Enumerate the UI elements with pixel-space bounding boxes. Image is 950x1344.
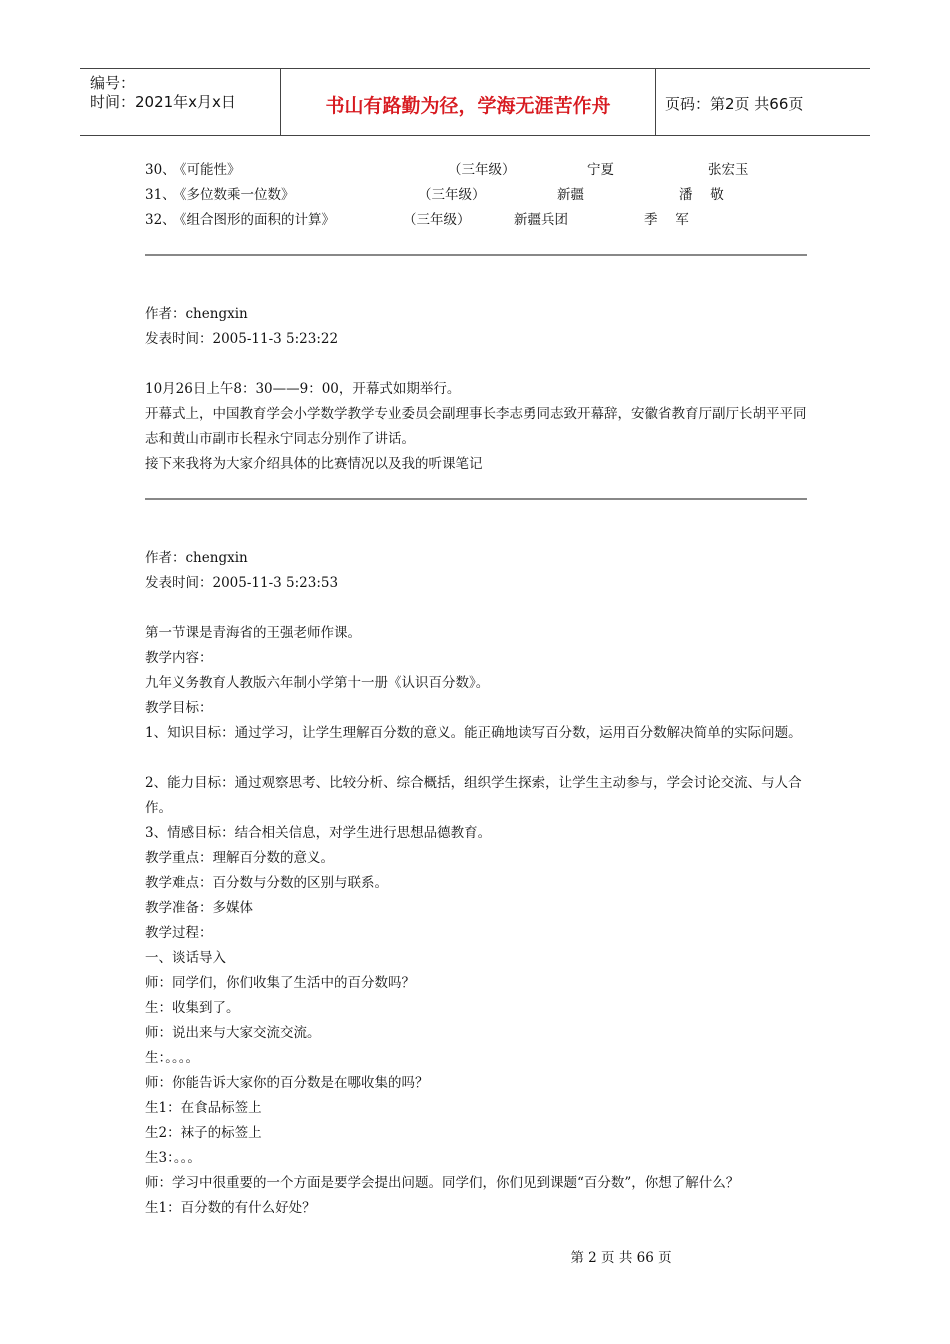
post-paragraph: 生2：袜子的标签上 <box>145 1125 262 1141</box>
post-paragraph: 生3：。。。 <box>145 1150 201 1166</box>
post-paragraph: 接下来我将为大家介绍具体的比赛情况以及我的听课笔记 <box>145 456 483 472</box>
lesson-grade: （三年级） <box>403 212 471 228</box>
post-paragraph: 师：说出来与大家交流交流。 <box>145 1025 321 1041</box>
lesson-number: 30、 <box>145 162 176 178</box>
header-left-cell <box>80 69 280 135</box>
post-paragraph: 教学准备：多媒体 <box>145 900 253 916</box>
lesson-row <box>145 210 810 230</box>
post-paragraph: 第一节课是青海省的王强老师作课。 <box>145 625 361 641</box>
section-divider <box>145 498 807 500</box>
lesson-number: 32、 <box>145 212 176 228</box>
post-paragraph: 教学难点：百分数与分数的区别与联系。 <box>145 875 388 891</box>
post-paragraph: 师：同学们，你们收集了生活中的百分数吗？ <box>145 975 415 991</box>
post-paragraph: 教学内容： <box>145 650 213 666</box>
post-paragraph: 师：你能告诉大家你的百分数是在哪收集的吗？ <box>145 1075 429 1091</box>
post-time: 发表时间：2005-11-3 5:23:53 <box>145 575 339 591</box>
lesson-region: 新疆兵团 <box>514 212 568 228</box>
post-paragraph: 生：。。。。 <box>145 1050 199 1066</box>
post-paragraph: 生：收集到了。 <box>145 1000 240 1016</box>
header-motto: 书山有路勤为径，学海无涯苦作舟 <box>325 95 611 117</box>
post-author: 作者：chengxin <box>145 550 248 566</box>
header-page-code: 页码：第2页 共66页 <box>665 95 804 113</box>
post-paragraph: 教学目标： <box>145 700 213 716</box>
post-paragraph: 开幕式上，中国教育学会小学数学教学专业委员会副理事长李志勇同志致开幕辞，安徽省教育厅副厅长胡平平同志和黄山市副市长程永宁同志分别作了讲话。 <box>145 406 807 447</box>
post-paragraph: 九年义务教育人教版六年制小学第十一册《认识百分数》。 <box>145 675 490 691</box>
header-motto-cell <box>280 69 656 135</box>
lesson-teacher: 季 军 <box>644 212 689 228</box>
post-paragraph: 教学重点：理解百分数的意义。 <box>145 850 334 866</box>
lesson-grade: （三年级） <box>418 187 486 203</box>
document-date-label: 时间：2021年x月x日 <box>90 93 236 111</box>
page-header <box>80 68 870 136</box>
post-paragraph: 2、能力目标：通过观察思考、比较分析、综合概括，组织学生探索，让学生主动参与，学会讨论交流、与人合作。 <box>145 775 802 816</box>
post-time: 发表时间：2005-11-3 5:23:22 <box>145 331 339 347</box>
lesson-title: 《组合图形的面积的计算》 <box>173 212 335 228</box>
lesson-row <box>145 185 810 205</box>
post-paragraph: 师：学习中很重要的一个方面是要学会提出问题。同学们，你们见到课题“百分数”，你想了解什么？ <box>145 1175 740 1191</box>
lesson-title: 《多位数乘一位数》 <box>173 187 295 203</box>
post-author: 作者：chengxin <box>145 306 248 322</box>
section-divider <box>145 254 807 256</box>
lesson-teacher: 张宏玉 <box>708 162 749 178</box>
post-paragraph: 一、谈话导入 <box>145 950 226 966</box>
post-paragraph: 10月26日上午8：30——9：00，开幕式如期举行。 <box>145 381 461 397</box>
lesson-grade: （三年级） <box>448 162 516 178</box>
lesson-number: 31、 <box>145 187 176 203</box>
post-paragraph: 生1：在食品标签上 <box>145 1100 262 1116</box>
lesson-title: 《可能性》 <box>173 162 241 178</box>
lesson-region: 宁夏 <box>587 162 614 178</box>
post-paragraph: 1、知识目标：通过学习，让学生理解百分数的意义。能正确地读写百分数，运用百分数解决简单的实际问题。 <box>145 725 802 741</box>
lesson-row <box>145 160 810 180</box>
header-right-cell <box>655 69 870 135</box>
lesson-region: 新疆 <box>557 187 584 203</box>
post-paragraph: 3、情感目标：结合相关信息，对学生进行思想品德教育。 <box>145 825 492 841</box>
lesson-teacher: 潘 敬 <box>679 187 724 203</box>
page-footer: 第 2 页 共 66 页 <box>570 1250 672 1266</box>
post-paragraph: 教学过程： <box>145 925 213 941</box>
document-number-label: 编号： <box>90 74 136 92</box>
post-paragraph: 生1：百分数的有什么好处？ <box>145 1200 316 1216</box>
